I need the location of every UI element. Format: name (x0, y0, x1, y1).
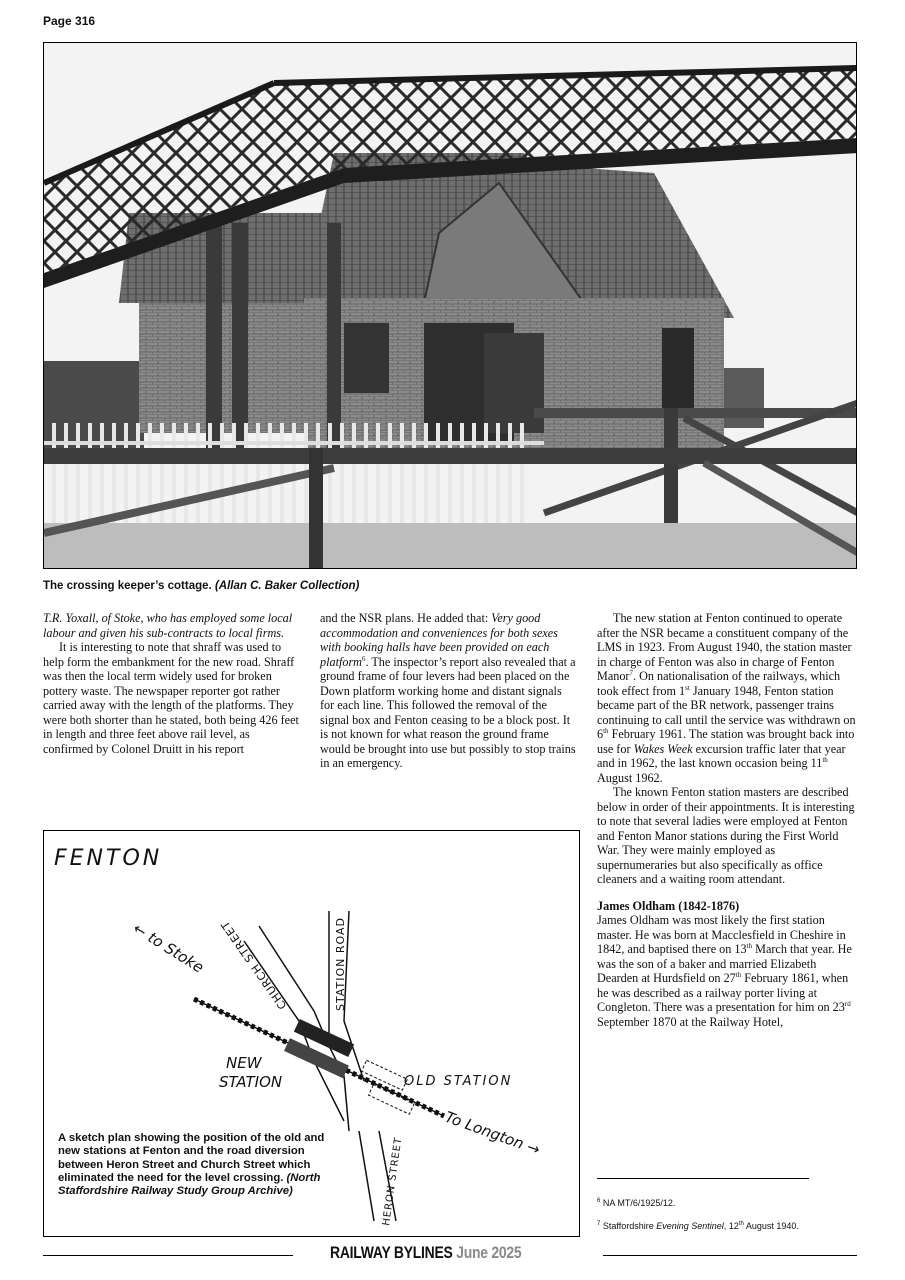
label-church-street: CHURCH STREET (218, 917, 290, 1012)
col3-p3-c: February 1861, when he was described as a railway porter living at Congleton. There was a presentation for him on 23 (597, 971, 849, 1014)
cottage-photo-illustration (44, 43, 857, 569)
label-station: STATION (219, 1073, 283, 1091)
sketch-caption-credit: (North Staffordshire Railway Study Group Archive) (58, 1171, 321, 1198)
label-to-stoke: ← to Stoke (129, 919, 207, 977)
footnote-7-italic: Evening Sentinel (656, 1221, 724, 1231)
col2-paragraph-1 (320, 611, 578, 771)
footer-masthead (330, 1243, 521, 1263)
footnote-7-c: August 1940. (743, 1221, 799, 1231)
ordinal-sup: rd (844, 999, 851, 1008)
ordinal-sup: st (685, 683, 690, 692)
col3-paragraph-2: The known Fenton station masters are described below in order of their appointments. It is interesting to note that several ladies were employed at Fenton and Fenton Manor stations during the First World War. They were mainly employed as supernumeraries but also specifically as office cleaners and a waiting room attendant. (597, 785, 855, 886)
col3-p1-b: . On nationalisation of the railways, which took effect from 1 (597, 669, 841, 698)
label-old-station: OLD STATION (404, 1074, 513, 1089)
text-column-2 (320, 611, 578, 771)
photo-crossing-keepers-cottage (43, 42, 857, 569)
col3-p1-e: excursion traffic later that year and in 1962, the last known occasion being 11 (597, 741, 846, 770)
ordinal-sup: th (735, 970, 742, 979)
col3-p3-b: March that year. He was the son of a baker and married Elizabeth Dearden at Hurdsfield on 27 (597, 942, 852, 985)
label-station-road: STATION ROAD (334, 917, 347, 1011)
footnote-6 (597, 1198, 675, 1208)
footer-issue: June 2025 (456, 1243, 522, 1262)
ordinal-sup: th (746, 941, 753, 950)
footnote-7-b: , 12 (723, 1221, 739, 1231)
footnote-7-a: Staffordshire (602, 1221, 657, 1231)
footer-rule-right (603, 1255, 857, 1256)
ordinal-sup: th (822, 755, 828, 764)
footnote-7-number: 7 (597, 1221, 601, 1227)
footnote-6-text: NA MT/6/1925/12. (602, 1198, 676, 1208)
col3-paragraph-3 (597, 913, 857, 1029)
col2-quote: Very good accommodation and conveniences for both sexes with booking halls have been provided on each platform (320, 611, 558, 669)
label-to-longton: To Longton → (442, 1107, 543, 1159)
footnote-rule (597, 1178, 809, 1179)
photo-caption-credit: (Allan C. Baker Collection) (214, 580, 360, 592)
sketch-title: FENTON (54, 846, 163, 871)
col3-p3-a: James Oldham was most likely the first station master. He was born at Macclesfield in Cheshire in 1842, and baptised there on 13 (597, 913, 846, 956)
col3-p1-a: The new station at Fenton continued to operate after the NSR became a constituent company of the LMS in 1923. From August 1940, the station master in charge of Fenton was also in charge of Fenton Manor (597, 611, 852, 683)
ordinal-sup: th (738, 1221, 744, 1227)
col1-paragraph-1: T.R. Yoxall, of Stoke, who has employed some local labour and given his sub-contracts to local firms. (43, 611, 293, 640)
sketch-caption-text: A sketch plan showing the position of the old and new stations at Fenton and the road diversion between Heron Street and Church Street which eliminated the need for the level crossing. (58, 1132, 325, 1184)
col2-text-b: . The inspector’s report also revealed that a ground frame of four levers had been placed on the Down platform working home and distant signals for each line. This followed the removal of the signal box and Fenton ceasing to be a block post. It is not known for what reason the ground frame would be brought into use but possibly to stop trains in an emergency. (320, 654, 576, 770)
col3-wakes-week: Wakes Week (633, 741, 693, 756)
footer-magazine: RAILWAY BYLINES (330, 1243, 453, 1262)
footnote-ref-7: 7 (629, 668, 633, 677)
section-heading-james-oldham: James Oldham (1842-1876) (597, 898, 740, 913)
footer-rule-left (43, 1255, 293, 1256)
page-number: Page 316 (43, 14, 96, 28)
col3-p1-d: February 1961. The station was brought back into use for (597, 727, 855, 756)
label-heron-street: HERON STREET (381, 1136, 405, 1227)
col3-p1-c: January 1948, Fenton station became part of the BR network, passenger trains continuing to call until the service was withdrawn on 6 (597, 683, 856, 741)
photo-caption (43, 580, 359, 592)
footnote-7 (597, 1221, 799, 1231)
col3-p3-d: September 1870 at the Railway Hotel, (597, 1014, 784, 1029)
footnote-ref-6: 6 (361, 654, 366, 663)
photo-caption-title: The crossing keeper’s cottage. (43, 580, 212, 592)
sketch-caption (58, 1132, 336, 1198)
col1-paragraph-2: It is interesting to note that shraff was used to help form the embankment for the new road. Shraff was then the local term widely used for broken pottery waste. The newspaper reporter got rather carried away with the length of the platforms. They were both shorter than he stated, both being 426 feet in length and three feet above rail level, as confirmed by Colonel Druitt in his report (43, 640, 299, 756)
col2-text-a: and the NSR plans. He added that: (320, 611, 492, 625)
label-new: NEW (226, 1054, 262, 1072)
col3-paragraph-1 (597, 611, 857, 785)
footnote-6-number: 6 (597, 1198, 601, 1204)
text-column-1 (43, 611, 300, 756)
text-column-3 (597, 611, 857, 1029)
col3-p1-f: August 1962. (597, 770, 663, 785)
ordinal-sup: th (603, 726, 609, 735)
